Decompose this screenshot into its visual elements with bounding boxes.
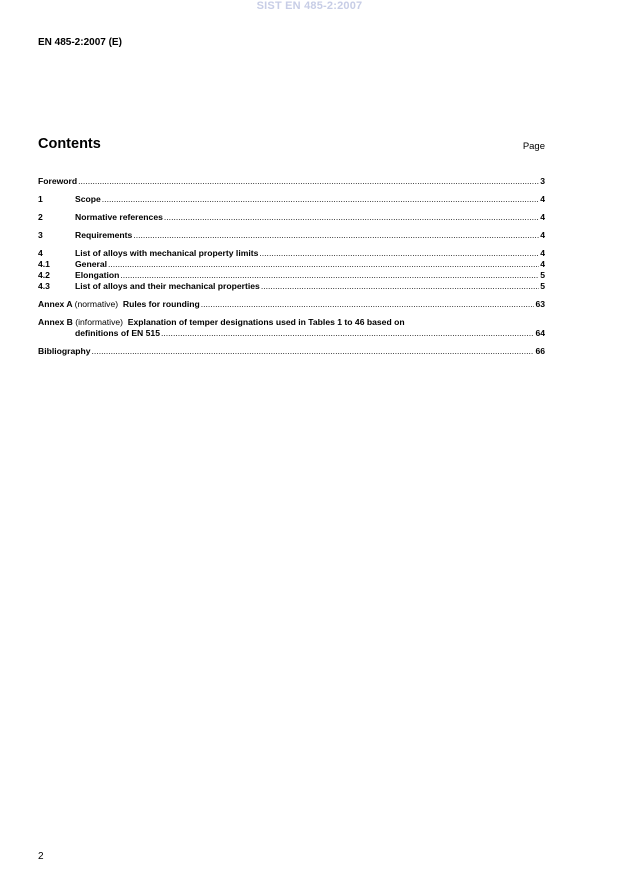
toc-page: 4 [540, 212, 545, 222]
toc-entry-normative-references[interactable] [38, 212, 545, 223]
toc-page: 5 [540, 270, 545, 280]
toc-page: 4 [540, 248, 545, 258]
toc-entry-scope[interactable] [38, 194, 545, 205]
toc-title: List of alloys with mechanical property limits [75, 248, 259, 258]
dot-leader [108, 259, 539, 270]
dot-leader [164, 212, 539, 223]
toc-entry-annex-b[interactable] [38, 317, 545, 328]
toc-page: 3 [540, 176, 545, 186]
toc-page: 4 [540, 230, 545, 240]
toc-page: 63 [535, 299, 545, 309]
toc-entry-foreword[interactable] [38, 176, 545, 187]
contents-heading: Contents [38, 136, 101, 152]
dot-leader [259, 248, 539, 259]
toc-entry-general[interactable] [38, 259, 545, 270]
page-number: 2 [38, 851, 44, 862]
page-column-label: Page [522, 141, 545, 152]
dot-leader [120, 270, 539, 281]
toc-title [38, 317, 405, 328]
toc-number: 4.1 [38, 259, 50, 269]
toc-entry-list-of-alloys[interactable] [38, 248, 545, 259]
toc-page: 64 [535, 328, 545, 338]
annex-type: (informative) [75, 317, 124, 327]
toc-number: 3 [38, 230, 43, 240]
dot-leader [102, 194, 539, 205]
table-of-contents [38, 176, 545, 357]
dot-leader [161, 328, 534, 339]
toc-number: 4.2 [38, 270, 50, 280]
toc-number: 4 [38, 248, 43, 258]
toc-entry-annex-b-continued[interactable] [38, 328, 545, 339]
toc-title [38, 299, 200, 310]
toc-entry-annex-a[interactable] [38, 299, 545, 310]
dot-leader [201, 299, 535, 310]
toc-title: Requirements [75, 230, 133, 240]
toc-page: 5 [540, 281, 545, 291]
toc-entry-requirements[interactable] [38, 230, 545, 241]
dot-leader [92, 346, 535, 357]
toc-page: 66 [535, 346, 545, 356]
annex-title: Rules for rounding [122, 299, 200, 309]
toc-page: 4 [540, 259, 545, 269]
toc-title: General [75, 259, 108, 269]
annex-title: Explanation of temper designations used in Tables 1 to 46 based on [127, 317, 405, 327]
watermark: SIST EN 485-2:2007 [256, 0, 363, 12]
toc-number: 4.3 [38, 281, 50, 291]
toc-title: Normative references [75, 212, 163, 222]
toc-number: 1 [38, 194, 43, 204]
toc-title: Bibliography [38, 346, 91, 356]
toc-title: Elongation [75, 270, 120, 280]
dot-leader [261, 281, 539, 292]
dot-leader [133, 230, 539, 241]
toc-entry-mechanical-properties[interactable] [38, 281, 545, 292]
document-id: EN 485-2:2007 (E) [38, 37, 122, 48]
toc-title: List of alloys and their mechanical properties [75, 281, 260, 291]
toc-entry-elongation[interactable] [38, 270, 545, 281]
toc-title: Scope [75, 194, 101, 204]
toc-title: Foreword [38, 176, 78, 186]
annex-label: Annex A [38, 299, 73, 309]
annex-label: Annex B [38, 317, 73, 327]
toc-entry-bibliography[interactable] [38, 346, 545, 357]
annex-type: (normative) [74, 299, 119, 309]
dot-leader [78, 176, 539, 187]
toc-page: 4 [540, 194, 545, 204]
toc-number: 2 [38, 212, 43, 222]
annex-title-continued: definitions of EN 515 [75, 328, 160, 338]
